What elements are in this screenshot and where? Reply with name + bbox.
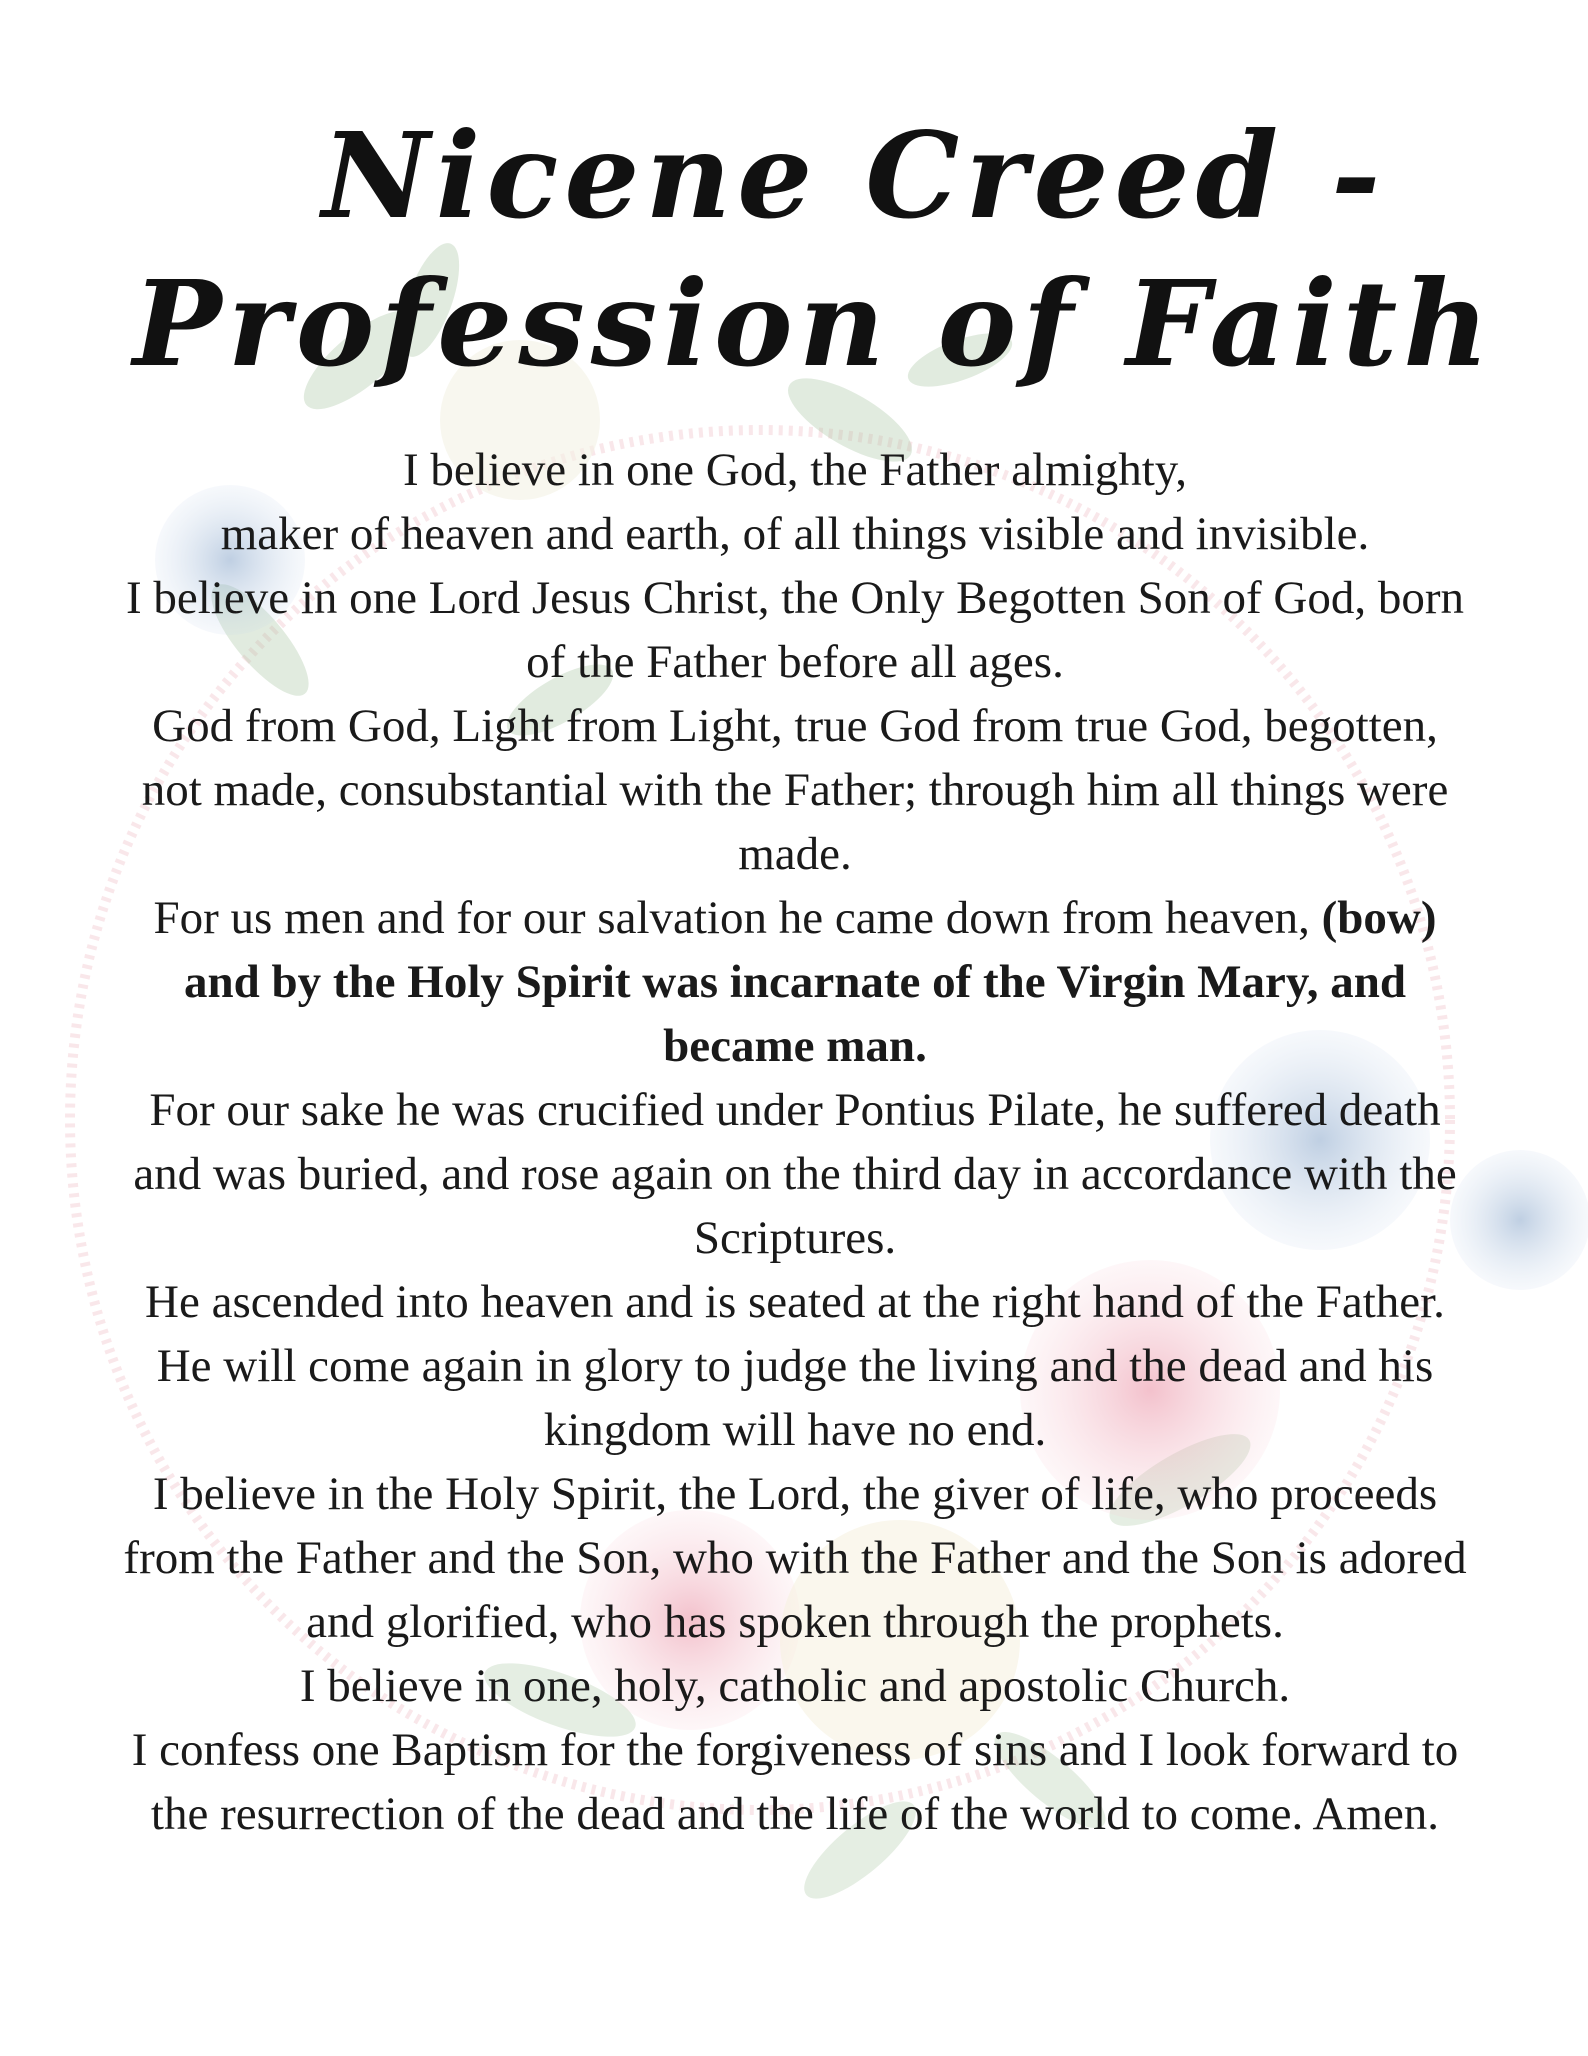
- incarnation-bold-text: (bow) and by the Holy Spirit was incarnate of the Virgin Mary, and became man.: [183, 892, 1437, 1072]
- creed-text: [120, 438, 1470, 1846]
- page-title: [0, 106, 1588, 394]
- creed-paragraph: I confess one Baptism for the forgiveness of sins and I look forward to the resurrection of the dead and the life of the world to come. Amen.: [131, 1724, 1459, 1840]
- creed-paragraph: I believe in one God, the Father almighty,: [403, 444, 1187, 496]
- creed-paragraph: God from God, Light from Light, true God from true God, begotten, not made, consubstantial with the Father; through him all things were made.: [141, 700, 1449, 880]
- creed-paragraph: maker of heaven and earth, of all things visible and invisible.: [220, 508, 1370, 560]
- creed-paragraph: I believe in one, holy, catholic and apostolic Church.: [299, 1660, 1291, 1712]
- title-line-2: Profession of Faith: [132, 254, 1496, 394]
- blue-flower: [1450, 1150, 1588, 1290]
- creed-paragraph: I believe in the Holy Spirit, the Lord, the giver of life, who proceeds from the Father and the Son, who with the Father and the Son is adored and glorified, who has spoken through the prophets.: [123, 1468, 1467, 1648]
- incarnation-normal-text: For us men and for our salvation he came down from heaven,: [153, 892, 1310, 944]
- creed-paragraph: For our sake he was crucified under Pontius Pilate, he suffered death and was buried, and rose again on the third day in accordance with the Scriptures.: [133, 1084, 1457, 1264]
- creed-paragraph-incarnation: [120, 886, 1470, 1078]
- creed-paragraph: He ascended into heaven and is seated at the right hand of the Father. He will come again in glory to judge the living and the dead and his kingdom will have no end.: [145, 1276, 1445, 1456]
- title-line-1: Nicene Creed -: [321, 106, 1387, 246]
- creed-paragraph: I believe in one Lord Jesus Christ, the Only Begotten Son of God, born of the Father before all ages.: [125, 572, 1464, 688]
